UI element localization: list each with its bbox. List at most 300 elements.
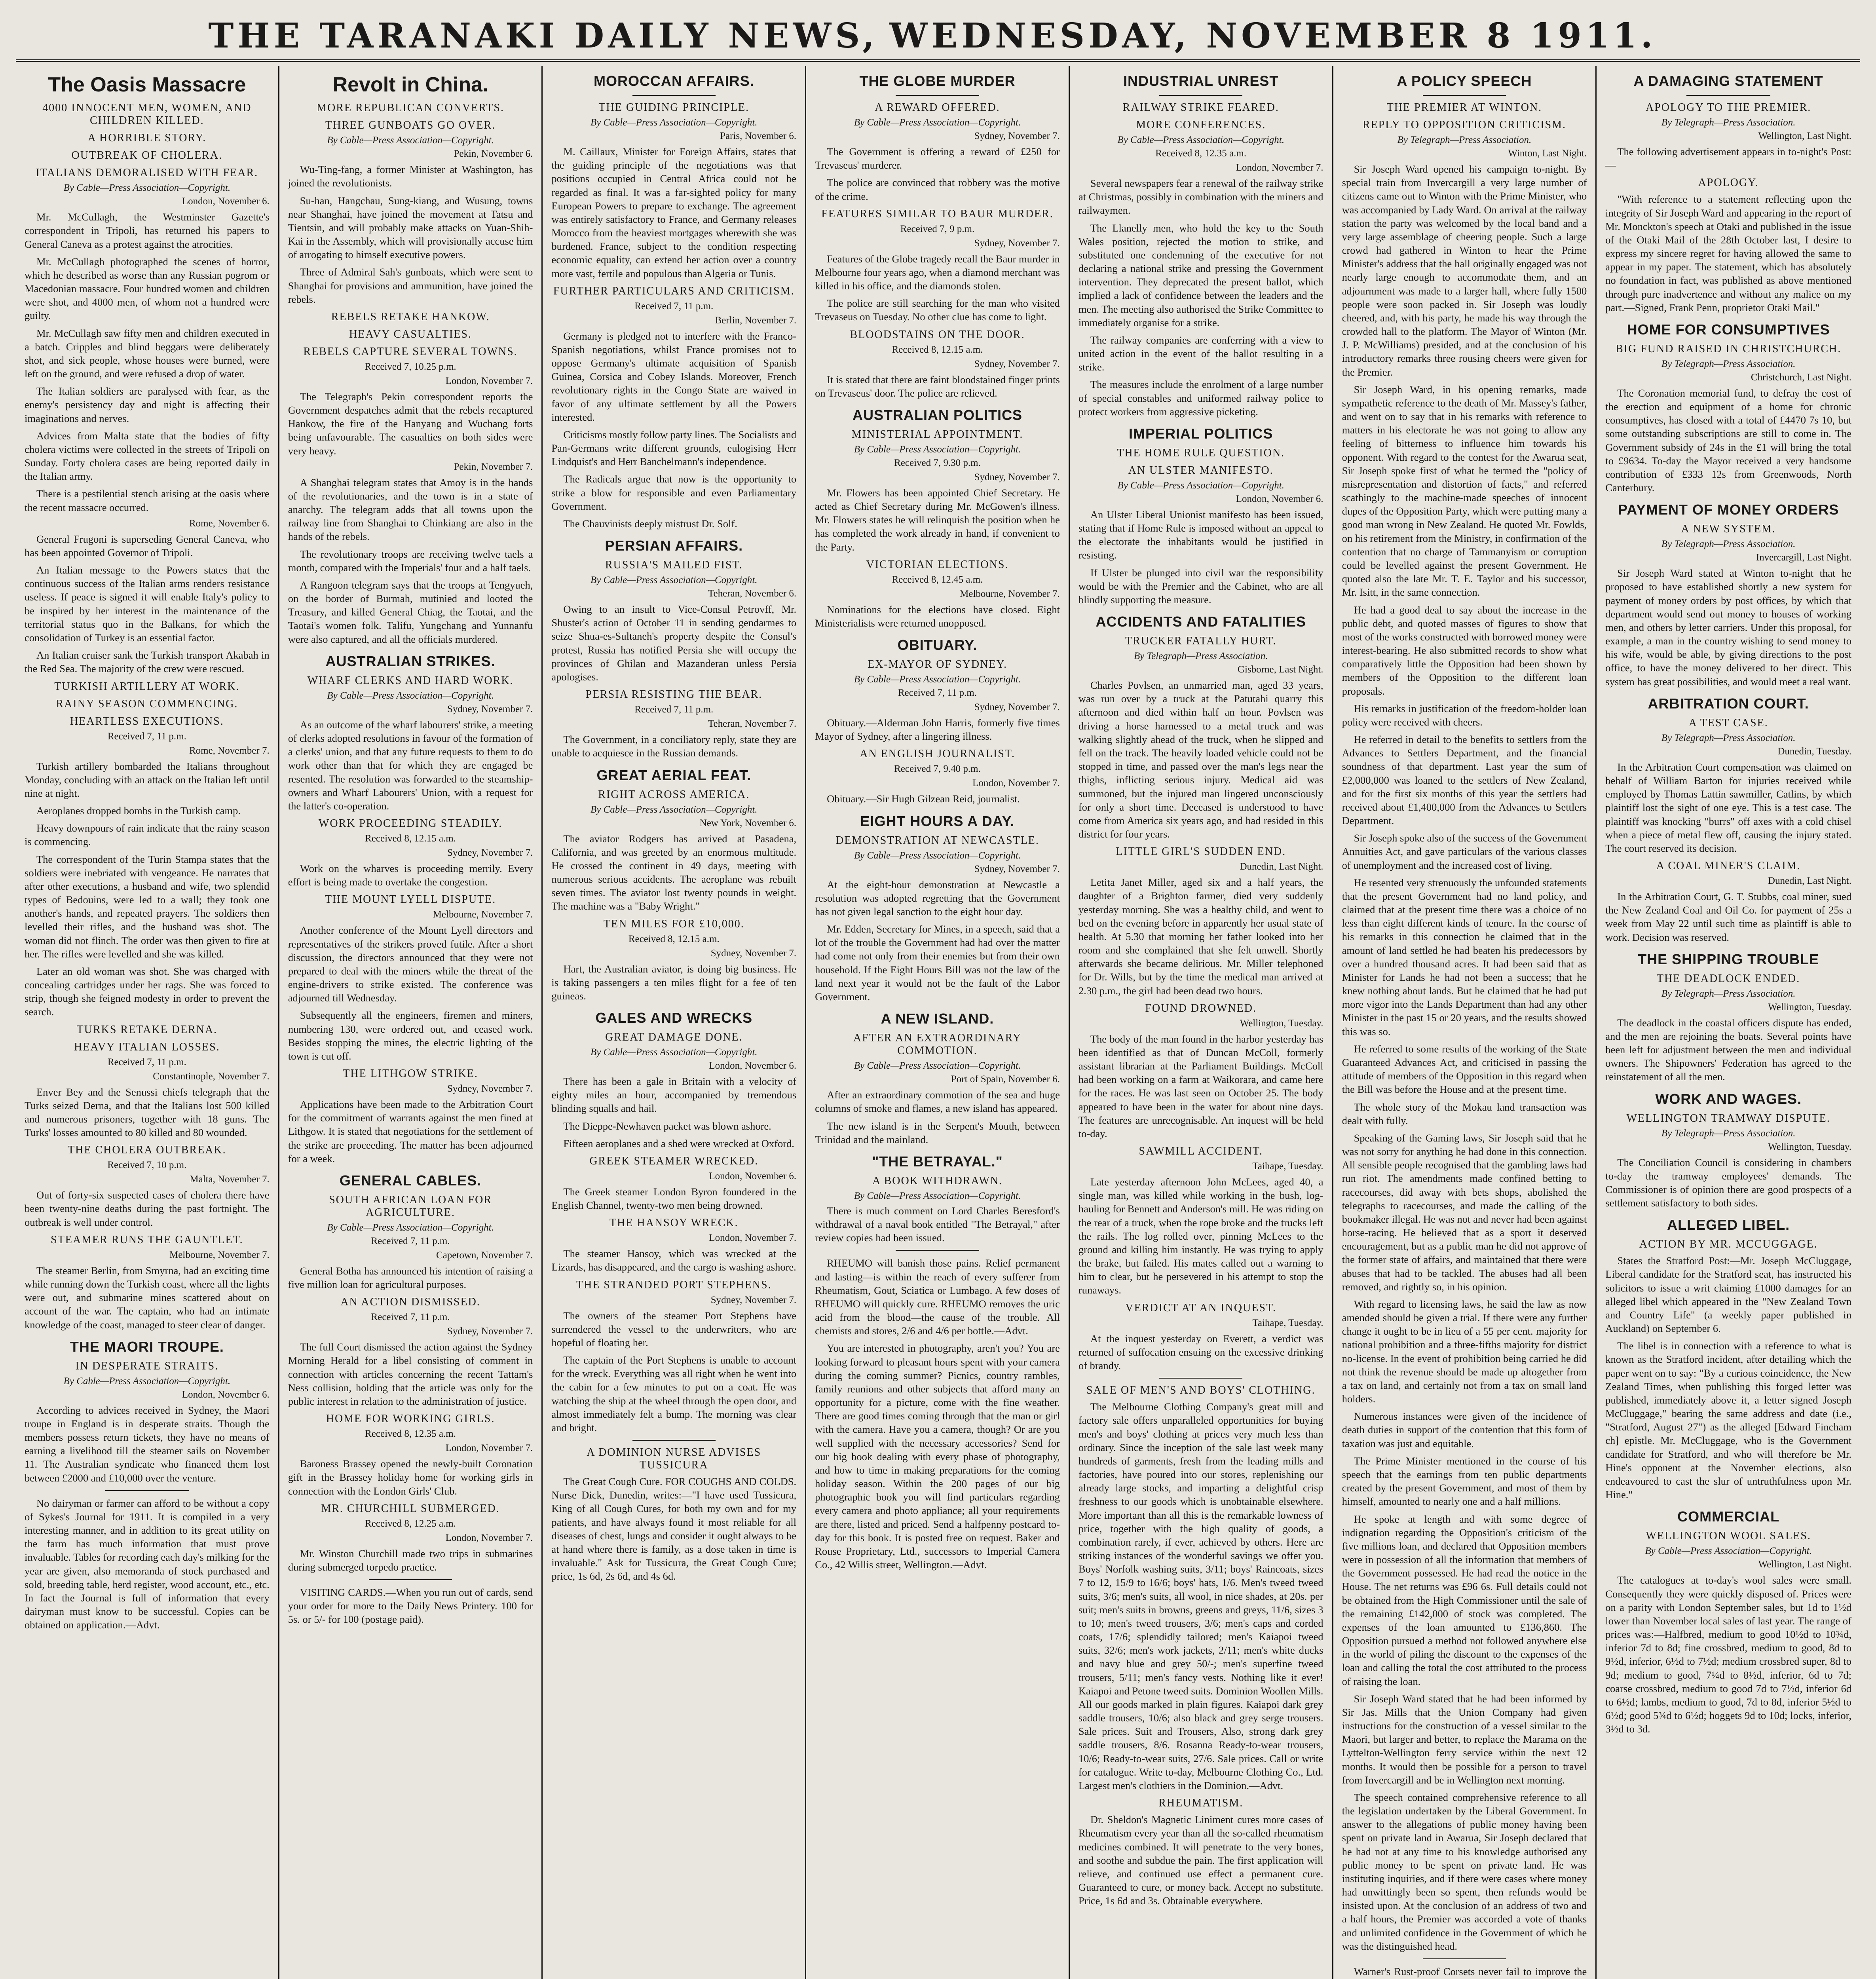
- dateline: Taihape, Tuesday.: [1252, 1317, 1323, 1328]
- subhead: RUSSIA'S MAILED FIST.: [605, 559, 743, 572]
- subhead: GREAT DAMAGE DONE.: [605, 1031, 743, 1044]
- paragraph: He referred in detail to the benefits to settlers from the Advances to Settlers Department, and the financial soundness of that department. Last year the sum of £2,000,000 was loaned to the settlers of New Zealand, and for the first six months of this year the settlers had received about £1,400,000 from the Advances to Settlers Department.: [1342, 733, 1587, 827]
- paragraph: The whole story of the Mokau land transaction was dealt with fully.: [1342, 1101, 1587, 1126]
- byline: By Telegraph—Press Association.: [1661, 539, 1796, 550]
- paragraph: The Italian soldiers are paralysed with fear, as the enemy's persistency day and night is affecting their imaginations and nerves.: [25, 385, 270, 424]
- subhead: EX-MAYOR OF SYDNEY.: [867, 658, 1008, 671]
- byline: By Cable—Press Association—Copyright.: [591, 575, 758, 586]
- dateline: Received 7, 11 p.m.: [898, 688, 977, 699]
- byline: By Cable—Press Association—Copyright.: [591, 804, 758, 815]
- headline: TURKS RETAKE DERNA.: [76, 1023, 218, 1036]
- article-obituary: [815, 637, 1060, 806]
- dateline: Dunedin, Last Night.: [1240, 861, 1323, 872]
- dateline: Wellington, Last Night.: [1758, 131, 1851, 141]
- paragraph: Another conference of the Mount Lyell directors and representatives of the strikers proved futile. After a short discussion, the directors announced that they were not prepared to deal with the miners while the threat of the engine-drivers to strike existed. The conference was adjourned till Wednesday.: [288, 924, 533, 1004]
- paragraph: The Dieppe-Newhaven packet was blown ashore.: [563, 1120, 771, 1132]
- paragraph: The revolutionary troops are receiving twelve taels a month, compared with the Imperials' four and a half taels.: [288, 548, 533, 574]
- subhead: FOUND DROWNED.: [1145, 1002, 1257, 1014]
- dateline: Capetown, November 7.: [436, 1250, 533, 1261]
- column-2: [279, 66, 543, 1979]
- subhead: AN ULSTER MANIFESTO.: [1128, 464, 1274, 477]
- masthead: [16, 12, 1860, 62]
- article-work-wages: [1605, 1091, 1851, 1210]
- paragraph: The full Court dismissed the action against the Sydney Morning Herald for a libel consisting of comment in connection with articles concerning the recent Tattam's Ness collision, holding that the article was only for the public interest in relation to the administration of justice.: [288, 1341, 533, 1407]
- dateline: Received 7, 9.40 p.m.: [894, 763, 981, 775]
- subhead: HEAVY CASUALTIES.: [349, 328, 472, 340]
- subhead: SAWMILL ACCIDENT.: [1139, 1145, 1263, 1158]
- dateline: London, November 6.: [709, 1170, 797, 1181]
- paragraph: It is stated that there are faint bloodstained finger prints on Trevaseus' door. The police are relieved.: [815, 373, 1060, 399]
- paragraph: Numerous instances were given of the incidence of death duties in support of the contention that this form of taxation was just and equitable.: [1342, 1410, 1587, 1449]
- byline: By Telegraph—Press Association.: [1661, 117, 1796, 128]
- headline: MOROCCAN AFFAIRS.: [593, 73, 754, 89]
- byline: By Cable—Press Association—Copyright.: [327, 135, 494, 146]
- paragraph: Sir Joseph Ward opened his campaign to-night. By special train from Invercargill a very large number of citizens came out to Winton with the Prime Minister, who was accompanied by Lady Ward. On arrival at the railway station the party was welcomed by the local band and a very large assemblage of cheering people. Such a large crowd had gathered in Winton to hear the Prime Minister's address that the hall originally engaged was not nearly large enough to accommodate them, and an adjournment was made to a larger hall, where fully 1500 people were soon packed in. Sir Joseph was loudly cheered, and, with his party, he made his way through the crowded hall to the platform. The Mayor of Winton (Mr. J. P. McWilliams) presided, and at the conclusion of his introductory remarks three rousing cheers were given for the Premier.: [1342, 163, 1587, 378]
- paragraph: States the Stratford Post:—Mr. Joseph McCluggage, Liberal candidate for the Stratford seat, has instructed his solicitors to issue a writ claiming £1000 damages for an alleged libel which appeared in the "New Zealand Town and Country Life" (a weekly paper published in Auckland) on September 6.: [1605, 1255, 1851, 1335]
- dateline: Sydney, November 7.: [447, 703, 533, 714]
- column-4: [806, 66, 1070, 1979]
- dateline: London, November 7.: [445, 1443, 533, 1454]
- column-6: [1333, 66, 1597, 1979]
- byline: By Cable—Press Association—Copyright.: [854, 444, 1021, 455]
- headline: The Oasis Massacre: [48, 73, 246, 96]
- paragraph: At the eight-hour demonstration at Newcastle a resolution was adopted regretting that the Government has not given legal sanction to the eight hour day.: [815, 878, 1060, 917]
- headline: THE CHOLERA OUTBREAK.: [68, 1144, 226, 1157]
- byline: By Cable—Press Association—Copyright.: [854, 1060, 1021, 1071]
- paragraph: Three of Admiral Sah's gunboats, which were sent to Shanghai for provisions and ammunition, have joined the rebels.: [288, 266, 533, 305]
- dateline: Sydney, November 7.: [974, 863, 1060, 874]
- paragraph: Sir Joseph Ward stated that he had been informed by Sir Jas. Mills that the Union Company had given instructions for the construction of a vessel similar to the Maori, but larger and better, to replace the Marama on the Lyttelton-Wellington ferry service within the next 12 months. It would then be possible for a person to travel from Invercargill and be in Wellington next morning.: [1342, 1692, 1587, 1786]
- dateline: Sydney, November 7.: [710, 1294, 797, 1305]
- article-oasis-massacre: [25, 74, 270, 676]
- paragraph: The Radicals argue that now is the opportunity to strike a blow for responsible and even Parliamentary Government.: [551, 473, 797, 512]
- byline: By Cable—Press Association—Copyright.: [854, 1190, 1021, 1201]
- subhead: TEN MILES FOR £10,000.: [603, 917, 744, 930]
- advert-paragraph: RHEUMO will banish those pains. Relief permanent and lasting—is within the reach of every sufferer from Rheumatism, Gout, Sciatica or Lumbago. A few doses of RHEUMO will quickly cure. RHEUMO removes the uric acid from the blood—the cause of the trouble. All chemists and stores, 2/6 and 4/6 per bottle.—Advt.: [815, 1257, 1060, 1337]
- headline: PERSIAN AFFAIRS.: [605, 537, 743, 554]
- article-alleged-libel: [1605, 1217, 1851, 1501]
- paragraph: Mr. Flowers has been appointed Chief Secretary. He acted as Chief Secretary during Mr. McGowen's illness. Mr. Flowers states he will relinquish the position when he has completed the work already in hand, if convenient to the Party.: [815, 486, 1060, 553]
- paragraph: Late yesterday afternoon John McLees, aged 40, a single man, was killed while working in the bush, log-hauling for Bennett and Anderson's mill. He was riding on the rear of a truck, when the rope broke and the trucks left the rails. The log rolled over, pinning McLees to the ground and killing him instantly. He was trying to apply the brake, but failed. His mates called out a warning to him to clear, but he persevered in his attempt to stop the runaways.: [1078, 1176, 1323, 1296]
- paragraph: Later an old woman was shot. She was charged with concealing cartridges under her rags. She was forced to strip, though she feigned modesty in order to prevent the search.: [25, 965, 270, 1018]
- paragraph: The Telegraph's Pekin correspondent reports the Government despatches admit that the rebels recaptured Hankow, the fire of the Hanyang and Wuchang forts being unfavourable. The casualties on both sides were very heavy.: [288, 390, 533, 457]
- byline: By Telegraph—Press Association.: [1134, 651, 1268, 662]
- paragraph: No dairyman or farmer can afford to be without a copy of Sykes's Journal for 1911. It is compiled in a very interesting manner, and in addition to its great utility on the farm has much information that must prove invaluable. Tables for recording each day's milking for the year are given, also memoranda of stock purchased and sold, breeding table, herd register, wood account, etc., etc. In fact the Journal is full of information that every dairyman must know to be successful. Copies can be obtained on application.—Advt.: [25, 1497, 270, 1631]
- headline: THE GLOBE MURDER: [859, 73, 1016, 89]
- divider: [1423, 1958, 1506, 1959]
- paragraph: He referred to some results of the working of the State Guaranteed Advances Act, and criticised in passing the attitude of members of the Opposition in this regard when the Bill was before the House and at the present time.: [1342, 1043, 1587, 1096]
- byline: By Cable—Press Association—Copyright.: [854, 117, 1021, 128]
- paragraph: The Conciliation Council is considering in chambers to-day the tramway employees' demands. The Commissioner is of opinion there are good prospects of a settlement satisfactory to both sides.: [1605, 1156, 1851, 1209]
- dateline: Melbourne, November 7.: [960, 588, 1060, 599]
- paragraph: Obituary.—Sir Hugh Gilzean Reid, journalist.: [827, 793, 1020, 805]
- article-shipping-trouble: [1605, 951, 1851, 1084]
- subhead: DEMONSTRATION AT NEWCASTLE.: [835, 834, 1039, 847]
- subhead: HEARTLESS EXECUTIONS.: [70, 715, 224, 727]
- dateline: Dunedin, Tuesday.: [1777, 746, 1851, 757]
- dateline: London, November 6.: [1236, 493, 1323, 504]
- paragraph: Hart, the Australian aviator, is doing big business. He is taking passengers a ten miles flight for a fee of ten guineas.: [551, 963, 797, 1002]
- headline: EIGHT HOURS A DAY.: [860, 813, 1015, 829]
- article-persian-affairs: [551, 537, 796, 760]
- headline: ALLEGED LIBEL.: [1667, 1217, 1790, 1233]
- article-gales-wrecks: [551, 1010, 796, 1583]
- dateline: Sydney, November 7.: [974, 358, 1060, 369]
- subhead: RAILWAY STRIKE FEARED.: [1122, 101, 1279, 114]
- article-hankow: [288, 311, 533, 646]
- advert-heading: SALE OF MEN'S AND BOYS' CLOTHING.: [1086, 1384, 1316, 1397]
- paragraph: Mr. Edden, Secretary for Mines, in a speech, said that a lot of the trouble the Government had had over the matter had come not only from their enemies but from their own household. If the Eight Hours Bill was not the law of the land next year it would not be the fault of the Labor Government.: [815, 923, 1060, 1003]
- dateline: Winton, Last Night.: [1508, 148, 1587, 159]
- article-new-island: [815, 1010, 1060, 1146]
- dateline: Pekin, November 7.: [454, 461, 533, 472]
- paragraph: Nominations for the elections have closed. Eight Ministerialists were returned unopposed.: [815, 603, 1060, 629]
- subhead: AFTER AN EXTRAORDINARY COMMOTION.: [853, 1032, 1022, 1057]
- article-general-cables: [288, 1172, 533, 1626]
- article-revolt-china: [288, 74, 533, 306]
- advert-heading: A DOMINION NURSE ADVISES TUSSICURA: [587, 1446, 761, 1472]
- paragraph: Fifteen aeroplanes and a shed were wrecked at Oxford.: [563, 1137, 794, 1149]
- headline: A DAMAGING STATEMENT: [1633, 73, 1823, 89]
- paragraph: Su-han, Hangchau, Sung-kiang, and Wusung, towns near Shanghai, have joined the movement at Tatsu and Tientsin, and will probably make attacks on Yuan-Shih-Kai in the Assembly, which will provisionally accuse him of arrogating to himself executive powers.: [288, 194, 533, 261]
- advert-paragraph: The Great Cough Cure. FOR COUGHS AND COLDS. Nurse Dick, Dunedin, writes:—"I have used Tussicura, King of all Cough Cures, for both my own and for my patients, and have always found it most reliable for all diseases of chest, lungs and consider it ought always to be at hand where there is family, as a dose taken in time is invaluable." Ask for Tussicura, the Great Cough Cure; price, 1s 6d, 2s 6d, and 4s 6d.: [551, 1476, 797, 1582]
- dateline: Taihape, Tuesday.: [1252, 1161, 1323, 1172]
- advert-paragraph: You are interested in photography, aren't you? You are looking forward to pleasant hours spent with your camera during the coming summer? Picnics, country rambles, family reunions and other subjects that afford many an opportunity for a picture, come with the fine weather. There are good times coming through that the man or girl with the camera. Have you a camera, though? Or are you well supplied with the necessary accessories? Send for our big book dealing with every phase of photography, and how to time in making preparations for the coming holiday season. Within the 200 pages of our big photographic book you will find particulars regarding every camera and photo appliance; all your requirements are there, listed and priced. Send a halfpenny postcard to-day for this book. It is posted free on request. Baker and Rouse Proprietary, Ltd., successors to Imperial Camera Co., 42 Willis street, Wellington.—Advt.: [815, 1342, 1060, 1571]
- subhead: THE HANSOY WRECK.: [609, 1217, 739, 1229]
- headline: AUSTRALIAN STRIKES.: [325, 653, 496, 669]
- subhead: MORE CONFERENCES.: [1136, 119, 1266, 131]
- column-7: [1597, 66, 1860, 1979]
- subhead: THE DEADLOCK ENDED.: [1656, 972, 1800, 985]
- subhead: WORK PROCEEDING STEADILY.: [318, 817, 503, 830]
- paragraph: Turkish artillery bombarded the Italians throughout Monday, concluding with an attack on the Italian left until nine at night.: [25, 760, 270, 799]
- dateline: New York, November 6.: [699, 817, 797, 828]
- article-moroccan-affairs: [551, 73, 796, 530]
- paragraph: The deadlock in the coastal officers dispute has ended, and the men are rejoining the boats. Several points have been left for adjustment between the men and individual owners. The Shipowners' Federation has agreed to the reinstatement of all the men.: [1605, 1016, 1851, 1083]
- subhead: THE HOME RULE QUESTION.: [1117, 446, 1285, 459]
- paragraph: An Italian message to the Powers states that the continuous success of the Italian arms renders resistance useless. If peace is signed it will enable Italy's policy to be inspired by her interest in the maintenance of the territorial status quo in the Balkans, for which the consolidation of Turkey is an essential factor.: [25, 564, 270, 644]
- subhead: REBELS CAPTURE SEVERAL TOWNS.: [303, 345, 518, 358]
- subhead: TRUCKER FATALLY HURT.: [1125, 635, 1277, 648]
- subhead: HEAVY ITALIAN LOSSES.: [74, 1041, 220, 1053]
- paragraph: He spoke at length and with some degree of indignation regarding the Opposition's criticism of the five millions loan, and declared that Opposition members were in possession of all the information that members of the Government possessed. He had read the notice in the House. The net returns was £96 6s. Full details could not be obtained from the High Commissioner until the sale of the remaining £142,000 of stock was completed. The expenses of the loan amounted to £136,860. The Opposition pursued a method not followed anywhere else in the world of piling the discount to the expenses of the loan and calling the total the cost attributed to the process of raising the loan.: [1342, 1513, 1587, 1687]
- paragraph: Mr. McCullagh, the Westminster Gazette's correspondent in Tripoli, has returned his papers to General Caneva as a protest against the atrocities.: [25, 211, 270, 250]
- paragraph: The Prime Minister mentioned in the course of his speech that the earnings from ten public departments created by the present Government, and most of them by himself, amounted to nearly one and a half millions.: [1342, 1455, 1587, 1508]
- byline: By Cable—Press Association—Copyright.: [1117, 135, 1284, 145]
- dateline: Received 7, 11 p.m.: [371, 1235, 450, 1246]
- dateline: London, November 6.: [182, 1389, 270, 1400]
- paragraph: The Government, in a conciliatory reply, state they are unable to acquiesce in the Russian demands.: [551, 733, 797, 759]
- subhead: VERDICT AT AN INQUEST.: [1125, 1301, 1276, 1314]
- advert-paragraph: Warner's Rust-proof Corsets never fail to improve the: [1354, 1966, 1587, 1977]
- dateline: Paris, November 6.: [720, 131, 797, 141]
- subhead: A REWARD OFFERED.: [875, 101, 1000, 114]
- paragraph: The body of the man found in the harbor yesterday has been identified as that of Duncan McColl, formerly assistant librarian at the Parliament Buildings. McColl had been working on a farm at Waikorara, and came here for the races. He was last seen on October 25. The body appeared to have been in the water for about nine days. The features are unrecognisable. An inquest will be held to-day.: [1078, 1033, 1323, 1140]
- subhead: IN DESPERATE STRAITS.: [75, 1360, 219, 1372]
- dateline: Received 7, 11 p.m.: [371, 1312, 450, 1323]
- divider: [632, 95, 716, 96]
- headline: STEAMER RUNS THE GAUNTLET.: [51, 1233, 243, 1246]
- paragraph: In the Arbitration Court compensation was claimed on behalf of William Barton for injuries received while employed by Thomas Lattin sawmiller, Catlins, by which plaintiff lost the sight of one eye. This is a test case. The plaintiff was knocking "burrs" off axes with a cold chisel when a piece of metal flew off, causing the injury stated. The court reserved its decision.: [1605, 761, 1851, 854]
- paragraph: There has been a gale in Britain with a velocity of eighty miles an hour, accompanied by tremendous blinding squalls and hail.: [551, 1075, 797, 1115]
- dateline: Teheran, November 7.: [708, 718, 797, 729]
- paragraph: There is a pestilential stench arising at the oasis where the recent massacre occurred.: [25, 488, 270, 513]
- paragraph: Features of the Globe tragedy recall the Baur murder in Melbourne four years ago, when a diamond merchant was killed in his office, and the diamonds stolen.: [815, 253, 1060, 292]
- dateline: Received 8, 12.25 a.m.: [365, 1518, 456, 1529]
- paragraph: The correspondent of the Turin Stampa states that the soldiers were inebriated with vengeance. He narrates that after other executions, a husband and wife, two splendid types of Bedouins, were led to a wall; they took one another's hands, and repeated prayers. The soldiers then levelled their rifles, and the husband was shot. The woman did not flinch. The order was then given to fire at her. The rifles were levelled and she was killed.: [25, 853, 270, 960]
- paragraph: Obituary.—Alderman John Harris, formerly five times Mayor of Sydney, after a lingering illness.: [815, 717, 1060, 743]
- paragraph: An Ulster Liberal Unionist manifesto has been issued, stating that if Home Rule is imposed without an appeal to the electorate the inhabitants would be justified in resisting.: [1078, 508, 1323, 561]
- paragraph: The steamer Berlin, from Smyrna, had an exciting time while running down the Turkish coast, where all the lights were out, and submarine mines scattered about on account of the war. The captain, who had an intimate knowledge of the coast, managed to steer clear of danger.: [25, 1264, 270, 1331]
- subhead: ACTION BY MR. MCCUGGAGE.: [1639, 1238, 1818, 1251]
- divider: [896, 95, 979, 96]
- paragraph: Enver Bey and the Senussi chiefs telegraph that the Turks seized Derna, and that the Italians lost 500 killed and numerous prisoners, together with 18 guns. The Turks' losses amounted to 80 killed and 80 wounded.: [25, 1086, 270, 1139]
- divider: [1423, 95, 1506, 96]
- paragraph: The measures include the enrolment of a large number of special constables and uniformed railway police to protect workers from aggressive picketing.: [1078, 378, 1323, 418]
- article-imperial-politics: [1079, 425, 1323, 606]
- advert-sykes-journal: [25, 1497, 270, 1632]
- paragraph: A Rangoon telegram says that the troops at Tengyueh, on the border of Burmah, mutinied and looted the Treasury, and killed General Chiag, the Taotai, and the Taotai's women folk. Talifu, Yungchang and Yunnanfu were also captured, and all the officials murdered.: [288, 579, 533, 645]
- dateline: Malta, November 7.: [190, 1174, 270, 1185]
- article-cholera: [25, 1144, 270, 1229]
- column-3: [543, 66, 806, 1979]
- article-the-betrayal: [815, 1153, 1060, 1571]
- paragraph: Criticisms mostly follow party lines. The Socialists and Pan-Germans write different grounds, eulogising Herr Lindquist's and Herr Banchelmann's independence.: [551, 428, 797, 468]
- paragraph: Mr. Winston Churchill made two trips in submarines during submerged torpedo practice.: [288, 1547, 533, 1573]
- paragraph: The owners of the steamer Port Stephens have surrendered the vessel to the underwriters, who are hopeful of floating her.: [551, 1309, 797, 1348]
- byline: By Cable—Press Association—Copyright.: [1117, 480, 1284, 491]
- paragraph: At the inquest yesterday on Everett, a verdict was returned of suffocation ensuing on the excessive drinking of brandy.: [1078, 1332, 1323, 1371]
- paragraph: The catalogues at to-day's wool sales were small. Consequently they were quickly disposed of. Prices were on a parity with London September sales, but 1d to 1½d lower than November local sales of last year. The range of prices was:—Halfbred, medium to good 10½d to 10¾d, inferior 7d to 8d; fine crossbred, medium to good, 8d to 9½d, inferior, 6½d to 7½d; medium crossbred super, 8d to 9d; medium to good, 7¼d to 8½d, inferior, 6d to 7d; coarse crossbred, medium to good 7d to 7½d, inferior 6d to 6½d; lambs, medium to good, 7d to 8d, inferior 5½d to 6½d; good 5¾d to 6½d; hoggets 9d to 10d; locks, inferior, 3½d to 3d.: [1605, 1574, 1851, 1735]
- paragraph: Letita Janet Miller, aged six and a half years, the daughter of a Brighton farmer, died very suddenly yesterday morning. She was a healthy child, and went to bed on the evening before in apparently her usual state of health. At 5.30 that morning her father looked into her room and she complained that she felt unwell. Shortly afterwards she became delirious. Mr. Miller telephoned for Dr. Wills, but by the time the medical man arrived at 2.30 p.m., the girl had been dead two hours.: [1078, 876, 1323, 997]
- subhead: RIGHT ACROSS AMERICA.: [598, 788, 750, 801]
- article-australian-strikes: [288, 653, 533, 1165]
- subhead: THE MOUNT LYELL DISPUTE.: [325, 893, 496, 906]
- paragraph: After an extraordinary commotion of the sea and huge columns of smoke and flames, a new island has appeared.: [815, 1089, 1060, 1115]
- article-industrial-unrest: [1079, 73, 1323, 418]
- subhead: AN ACTION DISMISSED.: [340, 1296, 480, 1309]
- article-money-orders: [1605, 501, 1851, 688]
- subhead: APOLOGY.: [1698, 177, 1759, 189]
- byline: By Cable—Press Association—Copyright.: [854, 674, 1021, 685]
- paragraph: He had a good deal to say about the increase in the public debt, and quoted masses of figures to show that most of the works constructed with borrowed money were interest-bearing. He also submitted records to show what comparatively little the Opposition had been shown by members of the Opposition to the different loan proposals.: [1342, 604, 1587, 697]
- paragraph: A Shanghai telegram states that Amoy is in the hands of the revolutionaries, and the town is in a state of anarchy. The telegram adds that all towns upon the railway line from Shanghai to Chinkiang are also in the hands of the rebels.: [288, 476, 533, 543]
- paragraph: The Government is offering a reward of £250 for Trevaseus' murderer.: [815, 146, 1060, 171]
- dateline: Christchurch, Last Night.: [1751, 372, 1851, 383]
- dateline: London, November 7.: [445, 375, 533, 386]
- paragraph: Heavy downpours of rain indicate that the rainy season is commencing.: [25, 822, 270, 848]
- article-policy-speech: [1342, 73, 1587, 1979]
- dateline: Received 7, 11 p.m.: [107, 1056, 186, 1067]
- dateline: Melbourne, November 7.: [169, 1249, 270, 1260]
- headline: PAYMENT OF MONEY ORDERS: [1618, 501, 1839, 518]
- paragraph: Sir Joseph Ward stated at Winton to-night that he proposed to have established shortly a new system for payment of money orders by post offices, by which that department would send out money to houses of working men, and others by letter carriers. Under this proposal, for example, a man in the country wishing to send money to his wife, would be able, by giving directions to the post office, to have the money delivered to her direct. This system has great possibilities, and would meet a real want.: [1605, 567, 1851, 688]
- divider: [896, 1250, 979, 1251]
- paragraph: Mr. McCullagh photographed the scenes of horror, which he described as worse than any Russian pogrom or Macedonian massacre. Four hundred women and children were shot, and 4000 men, of whom not a hundred were guilty.: [25, 255, 270, 322]
- subhead: BLOODSTAINS ON THE DOOR.: [850, 328, 1025, 341]
- paper-name: THE TARANAKI DAILY NEWS,: [208, 15, 879, 56]
- paragraph: According to advices received in Sydney, the Maori troupe in England is in desperate straits. Though the members possess return tickets, they have no means of earning a livelihood till the steamer sails on November 11. The Australian syndicate who financed them lost between £2000 and £10,000 over the venture.: [25, 1404, 270, 1484]
- dateline: Gisborne, Last Night.: [1237, 664, 1323, 675]
- paragraph: Charles Povlsen, an unmarried man, aged 33 years, was run over by a truck at the Patutahi quarry this afternoon and died within half an hour. Povlsen was driving a horse harnessed to a metal truck and was walking slightly ahead of the truck, when he slipped and fell on the track. The heavily loaded vehicle could not be stopped in time, and passed over the man's legs near the thighs, inflicting serious injury. Medical aid was summoned, but the injured man lingered unconsciously for only a short time. Deceased is understood to have come from America six years ago, and had resided in this district for four years.: [1078, 679, 1323, 840]
- paragraph: Advices from Malta state that the bodies of fifty cholera victims were collected in the streets of Tripoli on Sunday. Forty cholera cases are being reported daily in the Italian army.: [25, 429, 270, 482]
- headline: THE SHIPPING TROUBLE: [1638, 951, 1819, 967]
- paragraph: The railway companies are conferring with a view to united action in the event of the ballot resulting in a strike.: [1078, 334, 1323, 373]
- byline: By Telegraph—Press Association.: [1661, 358, 1796, 369]
- headline: TURKISH ARTILLERY AT WORK.: [54, 680, 240, 693]
- paragraph: M. Caillaux, Minister for Foreign Affairs, states that the guiding principle of the negotiations was that positions occupied in Central Africa could not be regarded as final. It was a far-sighted policy for many European Powers to prepare to exchange. The agreement was entirely satisfactory to France, and Germany releases Morocco from the heaviest mortgages wherewith she was burdened. France, subject to the condition respecting economic equality, can extend her action over a country more vast, fertile and populous than Algeria or Tunis.: [551, 146, 797, 279]
- subhead: WELLINGTON WOOL SALES.: [1646, 1530, 1811, 1542]
- paragraph: The new island is in the Serpent's Mouth, between Trinidad and the mainland.: [815, 1120, 1060, 1145]
- byline: By Cable—Press Association—Copyright.: [327, 690, 494, 701]
- paragraph: The captain of the Port Stephens is unable to account for the wreck. Everything was all right when he went into the cabin for a few minutes to put on a coat. He was watching the ship at the wheel through the open door, and almost immediately felt a bump. The morning was clear and bright.: [551, 1354, 797, 1434]
- article-commercial: [1605, 1508, 1851, 1736]
- divider: [369, 1579, 452, 1580]
- dateline: Received 7, 10 p.m.: [107, 1160, 187, 1171]
- article-eight-hours: [815, 813, 1060, 1004]
- dateline: Sydney, November 7.: [447, 1326, 533, 1337]
- column-1: [16, 66, 279, 1979]
- dateline: Sydney, November 7.: [710, 948, 797, 959]
- dateline: Received 7, 11 p.m.: [107, 731, 186, 742]
- subhead: APOLOGY TO THE PREMIER.: [1645, 101, 1811, 114]
- dateline: Sydney, November 7.: [974, 471, 1060, 482]
- divider: [1686, 95, 1770, 96]
- subhead: MR. CHURCHILL SUBMERGED.: [321, 1502, 500, 1515]
- byline: By Telegraph—Press Association.: [1661, 732, 1796, 743]
- dateline: Dunedin, Last Night.: [1768, 876, 1851, 887]
- dateline: Received 8, 12.45 a.m.: [892, 574, 983, 585]
- paragraph: The following advertisement appears in to-night's Post:—: [1605, 146, 1851, 171]
- headline: IMPERIAL POLITICS: [1129, 425, 1273, 442]
- dateline: Pekin, November 6.: [454, 148, 533, 160]
- dateline: Port of Spain, November 6.: [951, 1074, 1060, 1085]
- headline: REBELS RETAKE HANKOW.: [331, 310, 490, 323]
- paragraph: "With reference to a statement reflecting upon the integrity of Sir Joseph Ward and appearing in the report of Mr. Monckton's speech at Otaki and published in the issue of the Otaki Mail of the 28th October last, I desire to express my sincere regret for having allowed the same to appear in my paper. The statement, which has absolutely no foundation in fact, was published as above mentioned through pure inadvertence and without any malice on my part.—Signed, Frank Penn, proprietor Otaki Mail.": [1605, 193, 1851, 313]
- dateline: Received 7, 10.25 p.m.: [365, 361, 456, 372]
- advert-heading: RHEUMATISM.: [1158, 1797, 1244, 1810]
- dateline: Wellington, Tuesday.: [1768, 1141, 1851, 1152]
- divider: [632, 1440, 716, 1441]
- dateline: Received 8, 12.15 a.m.: [892, 344, 983, 355]
- article-turkish-artillery: [25, 680, 270, 1019]
- dateline: Received 8, 12.35 a.m.: [365, 1428, 456, 1440]
- headline: A POLICY SPEECH: [1397, 73, 1532, 89]
- headline: WORK AND WAGES.: [1655, 1090, 1802, 1107]
- subhead: WHARF CLERKS AND HARD WORK.: [307, 674, 514, 687]
- dateline: Received 8, 12.35 a.m.: [1155, 148, 1247, 159]
- headline: THE MAORI TROUPE.: [70, 1338, 224, 1355]
- dateline: Rome, November 7.: [189, 745, 270, 756]
- paragraph: The steamer Hansoy, which was wrecked at the Lizards, has disappeared, and the cargo is washing ashore.: [551, 1248, 797, 1273]
- paragraph: Speaking of the Gaming laws, Sir Joseph said that he was not sorry for anything he had done in this connection. All sensible people recognised that the gambling laws had run riot. The amendments made confined betting to racecourses, did away with bets shops, abolished the telegraphs to racecourses, and made the calling of the bookmaker illegal. He was not and never had been against horse-racing. He believed that as a sport it deserved encouragement, but as a public man he did not approve of the former state of affairs, and maintained that there were abuses that had to be tackled. The abuses had all been removed, and rightly so, in his opinion.: [1342, 1132, 1587, 1293]
- paragraph: As an outcome of the wharf labourers' strike, a meeting of clerks adopted resolutions in favour of the formation of a clerks' union, and that any future requests to them to do work other than that for which they are engaged be resented. The resolution was forwarded to the steamship-owners and Wharf Labourers' Union, with a request for the latter's co-operation.: [288, 718, 533, 812]
- dateline: London, November 7.: [972, 778, 1060, 789]
- subhead: RAINY SEASON COMMENCING.: [56, 697, 238, 710]
- byline: By Cable—Press Association—Copyright.: [327, 1222, 494, 1233]
- paragraph: With regard to licensing laws, he said the law as now amended should be given a trial. If there were any further change it ought to be in lieu of a 55 per cent. majority for national prohibition and a three-fifths majority for district no-license. In the event of prohibition being carried he did not think the revenue should be made up altogether from a tax on land, and certainly not from a tax on small land holders.: [1342, 1298, 1587, 1405]
- headline: OBITUARY.: [897, 637, 978, 653]
- paragraph: An Italian cruiser sank the Turkish transport Akabah in the Red Sea. The majority of the crew were rescued.: [25, 649, 270, 675]
- dateline: Invercargill, Last Night.: [1756, 552, 1851, 563]
- subhead: 4000 INNOCENT MEN, WOMEN, AND CHILDREN KILLED.: [42, 102, 252, 127]
- byline: By Cable—Press Association—Copyright.: [854, 850, 1021, 861]
- dateline: Wellington, Tuesday.: [1768, 1001, 1851, 1012]
- byline: By Telegraph—Press Association.: [1661, 1128, 1796, 1139]
- columns: [16, 66, 1860, 1979]
- subhead: FEATURES SIMILAR TO BAUR MURDER.: [821, 207, 1054, 220]
- article-globe-murder: [815, 73, 1060, 400]
- dateline: Sydney, November 7.: [447, 1083, 533, 1094]
- dateline: Received 7, 11 p.m.: [634, 704, 714, 715]
- paragraph: Owing to an insult to Vice-Consul Petrovff, Mr. Shuster's action of October 11 in sending gendarmes to seize Shua-es-Sultaneh's property despite the Consul's protest, Russia has notified Persia she will occupy the provinces of Ghilan and Mazanderan unless Persia apologises.: [551, 603, 797, 683]
- subhead: THE LITHGOW STRIKE.: [343, 1067, 478, 1080]
- paragraph: Out of forty-six suspected cases of cholera there have been twenty-nine deaths during the past fortnight. The outbreak is well under control.: [25, 1189, 270, 1228]
- article-home-consumptives: [1605, 321, 1851, 494]
- headline: ARBITRATION COURT.: [1648, 695, 1809, 712]
- article-steamer: [25, 1234, 270, 1331]
- paragraph: Germany is pledged not to interfere with the Franco-Spanish negotiations, whilst France promises not to oppose Germany's ultimate acquisition of Spanish Guinea, Corsica and Cobey Islands. Moreover, French revolutionary rights in the Congo State are waived in favor of any ultimate settlement by all the Powers interested.: [551, 330, 797, 423]
- subhead: THE PREMIER AT WINTON.: [1386, 101, 1542, 114]
- paragraph: Mr. McCullagh saw fifty men and children executed in a batch. Cripples and blind beggars were deliberately shot, and sick people, whose houses were burned, were left on the ground, and were refused a drop of water.: [25, 327, 270, 380]
- paragraph: The Coronation memorial fund, to defray the cost of the erection and equipment of a home for chronic consumptives, has closed with a total of £4470 7s 10, but some outstanding subscriptions are still to come in. The Government subsidy of 24s in the £1 will bring the total to £9634. To-day the Mayor received a very handsome contribution of £333 12s from Greenwoods, North Canterbury.: [1605, 387, 1851, 494]
- subhead: A TEST CASE.: [1688, 716, 1768, 729]
- headline: COMMERCIAL: [1677, 1508, 1780, 1525]
- article-derna: [25, 1024, 270, 1140]
- dateline: Constantinople, November 7.: [153, 1071, 270, 1082]
- paragraph: Baroness Brassey opened the newly-built Coronation gift in the Brassey holiday home for working girls in connection with the London Girls' Club.: [288, 1458, 533, 1497]
- divider: [105, 1490, 188, 1491]
- headline: ACCIDENTS AND FATALITIES: [1096, 613, 1306, 630]
- dateline: Berlin, November 7.: [715, 315, 797, 326]
- byline: By Telegraph—Press Association.: [1397, 135, 1532, 145]
- dateline: Wellington, Last Night.: [1758, 1559, 1851, 1570]
- dateline: Received 7, 9 p.m.: [900, 223, 975, 234]
- subhead: SOUTH AFRICAN LOAN FOR AGRICULTURE.: [329, 1193, 492, 1219]
- subhead: A COAL MINER'S CLAIM.: [1656, 860, 1801, 872]
- paragraph: Applications have been made to the Arbitration Court for the commitment of warrants against the men fined at Lithgow. It is stated that negotiations for the settlement of the strike are proceeding. The matter has been adjourned for a week.: [288, 1098, 533, 1164]
- subhead: WELLINGTON TRAMWAY DISPUTE.: [1626, 1112, 1830, 1124]
- dateline: London, November 6.: [709, 1060, 797, 1071]
- article-australian-politics: [815, 407, 1060, 630]
- paragraph: The police are convinced that robbery was the motive of the crime.: [815, 177, 1060, 202]
- dateline: London, November 7.: [445, 1532, 533, 1543]
- paragraph: He resented very strenuously the unfounded statements that the present Government had no land policy, and claimed that at the present time there was a choice of no less than eight different kinds of tenure. In the course of his remarks in this connection he claimed that in the amount of land settled he had beaten his predecessors by over a hundred thousand acres. It had been said that as Minister for Lands he had not been a success; that he knew nothing about lands. But he claimed that he had put more vigor into the Lands Department than had any other Minister in the past 15 or 20 years, and the results showed this was so.: [1342, 876, 1587, 1037]
- paragraph: The libel is in connection with a reference to what is known as the Stratford incident, after detailing which the paper went on to say: "By a curious coincidence, the New Zealand Times, when publishing this forged letter was published, immediately above it, a letter signed Joseph McCluggage," bearing the same address and date (i.e., "Stratford, August 27") as the alleged [Edward Fincham ch] epistle. Mr. McCluggage, who is the Government candidate for Stratford, and who will therefore be Mr. Hine's opponent at the November elections, also endeavoured to cast the slur of untruthfulness upon Mr. Hine.": [1605, 1340, 1851, 1501]
- article-arbitration-court: [1605, 695, 1851, 944]
- byline: By Cable—Press Association—Copyright.: [63, 182, 231, 194]
- headline: GENERAL CABLES.: [339, 1172, 482, 1189]
- dateline: Wellington, Tuesday.: [1240, 1018, 1323, 1029]
- paragraph: The Chauvinists deeply mistrust Dr. Solf.: [563, 517, 737, 530]
- paragraph: General Botha has announced his intention of raising a five million loan for agricultural purposes.: [288, 1265, 533, 1291]
- subhead: REPLY TO OPPOSITION CRITICISM.: [1362, 119, 1566, 131]
- article-maori-troupe: [25, 1339, 270, 1485]
- headline: Revolt in China.: [332, 73, 488, 96]
- dateline: London, November 7.: [709, 1233, 797, 1244]
- divider: [1159, 95, 1242, 96]
- dateline: London, November 6.: [182, 196, 270, 207]
- subhead: A BOOK WITHDRAWN.: [872, 1174, 1003, 1187]
- masthead-title: [208, 16, 1667, 56]
- headline: "THE BETRAYAL.": [872, 1153, 1003, 1170]
- subhead: THREE GUNBOATS GO OVER.: [325, 119, 496, 132]
- subhead: BIG FUND RAISED IN CHRISTCHURCH.: [1615, 342, 1842, 355]
- subhead: LITTLE GIRL'S SUDDEN END.: [1116, 845, 1286, 858]
- issue-date: WEDNESDAY, NOVEMBER 8 1911.: [889, 15, 1657, 56]
- dateline: Received 8, 12.15 a.m.: [365, 833, 456, 844]
- subhead: PERSIA RESISTING THE BEAR.: [585, 688, 763, 701]
